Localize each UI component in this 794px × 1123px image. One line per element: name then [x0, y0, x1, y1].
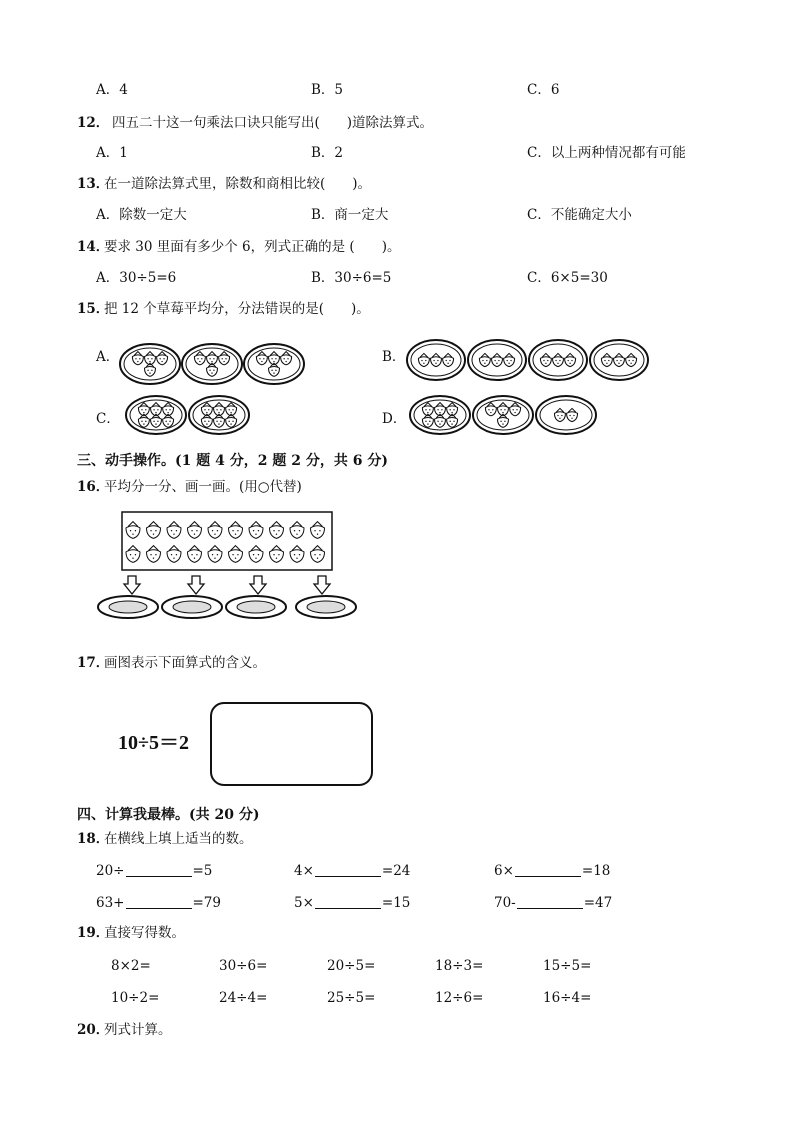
q18-item — [96, 896, 221, 911]
q18-item-prefix: 63+ — [96, 895, 125, 911]
q15-option-d-label: D． — [382, 411, 407, 427]
q19-text: 直接写得数。 — [104, 925, 185, 941]
empty-plate-icon — [296, 596, 356, 618]
empty-plate-icon — [162, 596, 222, 618]
q17-drawing-box[interactable] — [210, 702, 373, 786]
plate-icon — [536, 396, 596, 434]
answer-blank[interactable] — [126, 864, 192, 877]
q18-item-prefix: 6× — [494, 863, 514, 879]
q18-text: 在横线上填上适当的数。 — [104, 831, 253, 847]
q18-item-suffix: =79 — [192, 895, 221, 911]
q17-equation: 10÷5＝2 — [118, 732, 189, 754]
q13-text: 在一道除法算式里，除数和商相比较( )。 — [104, 176, 372, 192]
q12-number: 12． — [77, 115, 110, 131]
q14-option-c: C．6×5=30 — [527, 270, 608, 286]
q11-option-c: C．6 — [527, 82, 560, 98]
q14-option-a: A．30÷5=6 — [96, 270, 177, 286]
answer-blank[interactable] — [515, 864, 581, 877]
q15-option-c-label: C． — [96, 411, 120, 427]
q18-item-suffix: =5 — [192, 863, 213, 879]
q11-option-a: A．4 — [96, 82, 128, 98]
q19-number: 19． — [77, 925, 110, 941]
answer-blank[interactable] — [517, 896, 583, 909]
q15-text: 把 12 个草莓平均分，分法错误的是( )。 — [104, 301, 370, 317]
q16-strawberries-and-plates-illustration — [96, 510, 364, 625]
answer-blank[interactable] — [315, 896, 381, 909]
section-4-title: 四、计算我最棒。(共 20 分) — [77, 807, 260, 823]
q20-number: 20． — [77, 1022, 110, 1038]
q15-option-a-plates-illustration — [118, 342, 313, 390]
q14-text: 要求 30 里面有多少个 6，列式正确的是 ( )。 — [104, 239, 401, 255]
q12-option-a: A．1 — [96, 145, 128, 161]
q18-item-prefix: 5× — [294, 895, 314, 911]
empty-plate-icon — [226, 596, 286, 618]
q15-option-c-plates-illustration — [124, 394, 250, 440]
q14-number: 14． — [77, 239, 110, 255]
q16-number: 16． — [77, 479, 110, 495]
q13-option-b: B．商一定大 — [311, 207, 389, 223]
q19-item: 10÷2= — [111, 990, 160, 1006]
q15-option-d-plates-illustration — [408, 394, 600, 440]
q18-item — [294, 864, 410, 879]
q18-item-suffix: =47 — [583, 895, 613, 911]
q15-option-b-plates-illustration — [405, 338, 657, 386]
q12-text: 四五二十这一句乘法口诀只能写出( )道除法算式。 — [112, 115, 434, 131]
q18-item — [494, 896, 612, 911]
q15-option-b-label: B． — [382, 349, 406, 365]
q18-item — [96, 864, 212, 879]
q12-option-c: C．以上两种情况都有可能 — [527, 145, 686, 161]
q19-item: 18÷3= — [435, 958, 484, 974]
q20-text: 列式计算。 — [104, 1022, 172, 1038]
q13-number: 13． — [77, 176, 110, 192]
q19-item: 30÷6= — [219, 958, 268, 974]
q18-item-suffix: =18 — [581, 863, 611, 879]
q13-option-a: A．除数一定大 — [96, 207, 187, 223]
q14-option-b: B．30÷6=5 — [311, 270, 392, 286]
down-arrow-icon — [250, 576, 266, 594]
q17-number: 17． — [77, 655, 110, 671]
answer-blank[interactable] — [315, 864, 381, 877]
q18-item-prefix: 4× — [294, 863, 314, 879]
q15-number: 15． — [77, 301, 110, 317]
down-arrow-icon — [124, 576, 140, 594]
q19-item: 16÷4= — [543, 990, 592, 1006]
q19-item: 12÷6= — [435, 990, 484, 1006]
q18-item-prefix: 70- — [494, 895, 516, 911]
q17-text: 画图表示下面算式的含义。 — [104, 655, 266, 671]
q18-item-suffix: =24 — [381, 863, 411, 879]
q19-item: 15÷5= — [543, 958, 592, 974]
q18-item — [294, 896, 410, 911]
q19-item: 24÷4= — [219, 990, 268, 1006]
q18-item-suffix: =15 — [381, 895, 411, 911]
q19-item: 8×2= — [111, 958, 151, 974]
q18-number: 18． — [77, 831, 110, 847]
q15-option-a-label: A． — [96, 349, 120, 365]
q18-item-prefix: 20÷ — [96, 863, 125, 879]
q12-option-b: B．2 — [311, 145, 344, 161]
q19-item: 20÷5= — [327, 958, 376, 974]
q16-text: 平均分一分、画一画。(用○代替) — [104, 479, 302, 495]
down-arrow-icon — [314, 576, 330, 594]
answer-blank[interactable] — [126, 896, 192, 909]
q19-item: 25÷5= — [327, 990, 376, 1006]
empty-plate-icon — [98, 596, 158, 618]
section-3-title: 三、动手操作。(1 题 4 分，2 题 2 分，共 6 分) — [77, 453, 388, 469]
q13-option-c: C．不能确定大小 — [527, 207, 632, 223]
q11-option-b: B．5 — [311, 82, 344, 98]
q18-item — [494, 864, 610, 879]
down-arrow-icon — [188, 576, 204, 594]
